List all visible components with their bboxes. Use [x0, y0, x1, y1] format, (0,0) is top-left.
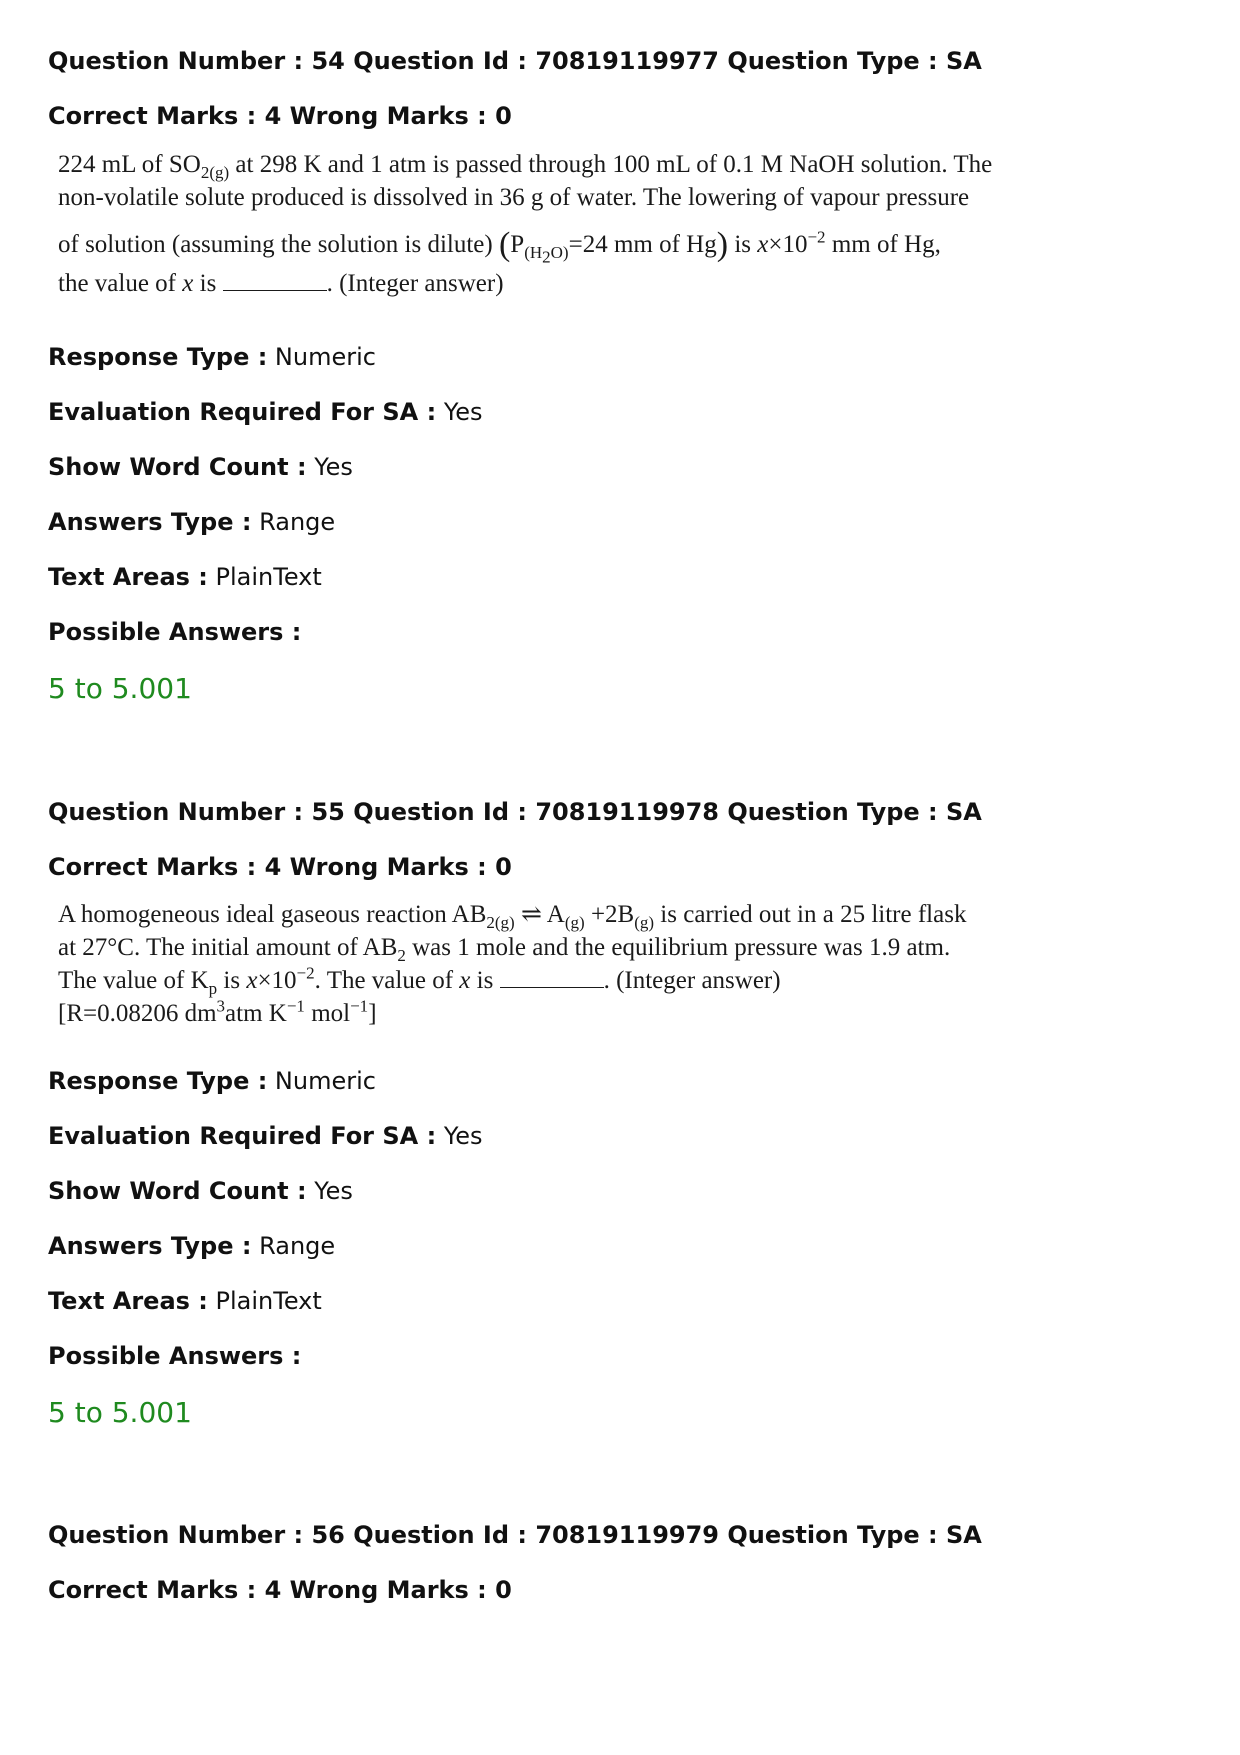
field-answers-type: Answers Type : Range [48, 508, 336, 536]
question-header: Question Number : 56 Question Id : 70819119979 Question Type : SA [48, 1521, 982, 1549]
field-text-areas: Text Areas : PlainText [48, 563, 322, 591]
question-image-55 [58, 898, 967, 1030]
answer-blank [223, 272, 327, 291]
field-possible-answers: Possible Answers : [48, 1342, 302, 1370]
q54-line-4: the value of x is . (Integer answer) [58, 270, 504, 297]
possible-answer-value: 5 to 5.001 [48, 672, 192, 705]
field-possible-answers: Possible Answers : [48, 618, 302, 646]
q54-line-3: of solution (assuming the solution is dilute) ($P_{(H_2O)}=24$ mm of Hg) is $x\times 10^{-2}$ mm of Hg, [58, 226, 941, 267]
q55-line-3: The value of $K_p$ is $x\times 10^{-2}$. The value of x is . (Integer answer) [58, 963, 781, 998]
field-text-areas: Text Areas : PlainText [48, 1287, 322, 1315]
field-evaluation-required: Evaluation Required For SA : Yes [48, 398, 483, 426]
field-show-word-count: Show Word Count : Yes [48, 453, 353, 481]
q55-line-2: at 27°C. The initial amount of $AB_2$ was 1 mole and the equilibrium pressure was 1.9 atm. [58, 934, 951, 965]
q54-line-2: non-volatile solute produced is dissolved in 36 g of water. The lowering of vapour pressure [58, 184, 970, 211]
question-marks: Correct Marks : 4 Wrong Marks : 0 [48, 102, 512, 130]
question-header: Question Number : 55 Question Id : 70819119978 Question Type : SA [48, 798, 982, 826]
answer-blank [500, 969, 604, 988]
field-answers-type: Answers Type : Range [48, 1232, 336, 1260]
possible-answer-value: 5 to 5.001 [48, 1396, 192, 1429]
field-show-word-count: Show Word Count : Yes [48, 1177, 353, 1205]
q55-line-1: A homogeneous ideal gaseous reaction $AB_{2(g)}$ ⇌ $A_{(g)} +2B_{(g)}$ is carried out in a 25 litre flask [58, 901, 967, 932]
q55-line-4: [R=0.08206 $dm^3atm$ $K^{-1}$ mol$^{-1}$] [58, 996, 377, 1027]
question-marks: Correct Marks : 4 Wrong Marks : 0 [48, 1576, 512, 1604]
question-header: Question Number : 54 Question Id : 70819119977 Question Type : SA [48, 47, 982, 75]
field-evaluation-required: Evaluation Required For SA : Yes [48, 1122, 483, 1150]
question-image-54 [58, 148, 993, 300]
q54-line-1: 224 mL of $SO_{2(g)}$ at 298 K and 1 atm is passed through 100 mL of 0.1 M NaOH solution. The [58, 151, 993, 182]
question-marks: Correct Marks : 4 Wrong Marks : 0 [48, 853, 512, 881]
field-response-type: Response Type : Numeric [48, 343, 376, 371]
field-response-type: Response Type : Numeric [48, 1067, 376, 1095]
